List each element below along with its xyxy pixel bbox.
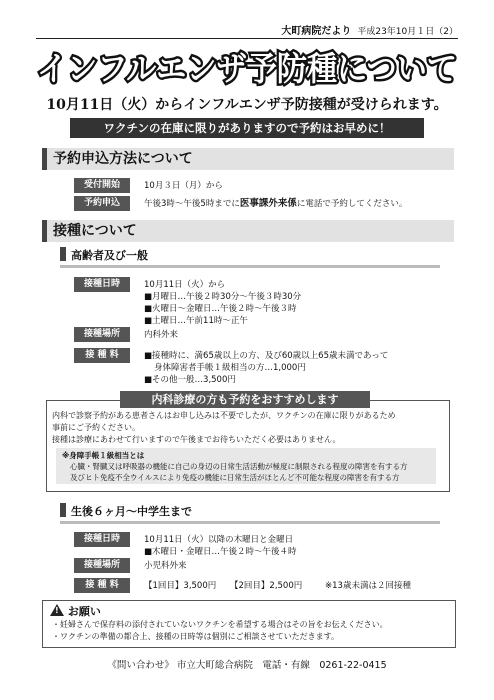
elderly-date-line: ■月曜日…午後２時30分〜午後３時30分 xyxy=(144,292,302,302)
section-reservation: 予約申込方法について xyxy=(42,148,454,170)
subsection-marker xyxy=(60,503,66,517)
reservation-time: 午後3時〜午後5時までに xyxy=(144,199,240,209)
request-line: ・妊婦さんで保存料の添付されていないワクチンを希望する場合はその旨をお伝えください。 xyxy=(52,620,388,629)
subsection-elderly-title: 高齢者及び一般 xyxy=(71,249,148,262)
tag-children-date: 接種日時 xyxy=(74,532,130,547)
elderly-fee-lines xyxy=(144,350,388,386)
notice-text xyxy=(52,410,396,446)
children-place: 小児科外来 xyxy=(144,561,187,571)
handbook-title: ※身障手帳１級相当とは xyxy=(62,451,145,460)
subsection-children xyxy=(60,503,440,524)
elderly-place: 内科外来 xyxy=(144,330,179,340)
children-fee-1: 【1回目】3,500円 xyxy=(144,581,217,591)
tag-children-fee: 接 種 料 xyxy=(74,578,130,593)
issue-date: 平成23年10月１日（2） xyxy=(357,27,458,37)
handbook-line: 及びヒト免疫不全ウイルスにより免疫の機能に日常生活がほとんど不可能な程度の障害を有する方 xyxy=(70,473,400,482)
reservation-value xyxy=(144,198,407,210)
contact-footer: 《問い合わせ》 市立大町総合病院 電話・有線 0261-22-0415 xyxy=(107,660,387,671)
request-line: ・ワクチンの準備の都合上、接種の日時等は個別にご相談させていただきます。 xyxy=(52,632,339,641)
tag-elderly-date: 接種日時 xyxy=(74,277,130,292)
children-fee-note: ※13歳未満は２回接種 xyxy=(325,581,411,591)
notice-title: 内科診療の方も予約をおすすめします xyxy=(120,391,370,408)
section-vaccination: 接種について xyxy=(42,220,454,242)
reception-start-value: 10月３日（月）から xyxy=(144,181,223,191)
elderly-date-line: ■火曜日〜金曜日…午後２時〜午後３時 xyxy=(144,304,297,314)
notice-line: 内科で診察予約がある患者さんはお申し込みは不要でしたが、ワクチンの在庫に限りがあるため xyxy=(52,411,396,420)
elderly-fee-line: 身体障害者手帳１級相当の方…1,000円 xyxy=(154,363,306,373)
handbook-text xyxy=(62,450,408,483)
page-title xyxy=(30,40,464,92)
handbook-line: 心臓・腎臓又は呼吸器の機能に自己の身辺の日常生活活動が極度に制限される程度の障害を有する方 xyxy=(70,462,408,471)
stock-banner: ワクチンの在庫に限りがありますので予約はお早めに！ xyxy=(70,118,424,138)
notice-line: 接種は診療にあわせて行いますので午後までお待ちいただく必要はありません。 xyxy=(52,435,341,444)
tag-elderly-place: 接種場所 xyxy=(74,327,130,342)
children-date-line: 10月11日（火）以降の木曜日と金曜日 xyxy=(144,535,294,545)
children-date-line: ■木曜日・金曜日…午後２時〜午後４時 xyxy=(144,547,297,557)
page-subtitle: 10月11日（火）からインフルエンザ予防接種が受けられます。 xyxy=(46,97,448,113)
tag-reception-start: 受付開始 xyxy=(74,178,130,193)
elderly-fee-line: ■その他一般…3,500円 xyxy=(144,375,236,385)
request-header xyxy=(50,603,101,619)
elderly-date-line: ■土曜日…午前11時〜正午 xyxy=(144,316,248,326)
subsection-elderly xyxy=(60,247,440,268)
reservation-desk: 医事課外来係 xyxy=(239,198,297,209)
publication-name: 大町病院だより xyxy=(281,26,352,37)
children-fee-2: 【2回目】2,500円 xyxy=(230,581,303,591)
tag-children-place: 接種場所 xyxy=(74,558,130,573)
notice-line: 事前にご予約ください。 xyxy=(52,423,140,432)
page-title-text: インフルエンザ予防種について xyxy=(37,49,457,88)
request-title: お願い xyxy=(67,605,101,618)
elderly-fee-line: ■接種時に、満65歳以上の方、及び60歳以上65歳未満であって xyxy=(144,351,389,361)
tag-reservation: 予約申込 xyxy=(74,196,130,211)
tag-elderly-fee: 接 種 料 xyxy=(74,348,130,363)
reservation-instruction: に電話で予約してください。 xyxy=(296,199,408,209)
subsection-marker xyxy=(60,247,66,261)
elderly-date-lines xyxy=(144,279,301,327)
warning-icon: ! xyxy=(50,604,64,616)
children-date-lines xyxy=(144,534,297,558)
subsection-children-title: 生後６ヶ月〜中学生まで xyxy=(71,505,192,518)
elderly-date-line: 10月11日（火）から xyxy=(144,280,226,290)
request-lines xyxy=(52,619,388,643)
header-rule xyxy=(36,38,458,39)
header-publication xyxy=(281,22,458,37)
